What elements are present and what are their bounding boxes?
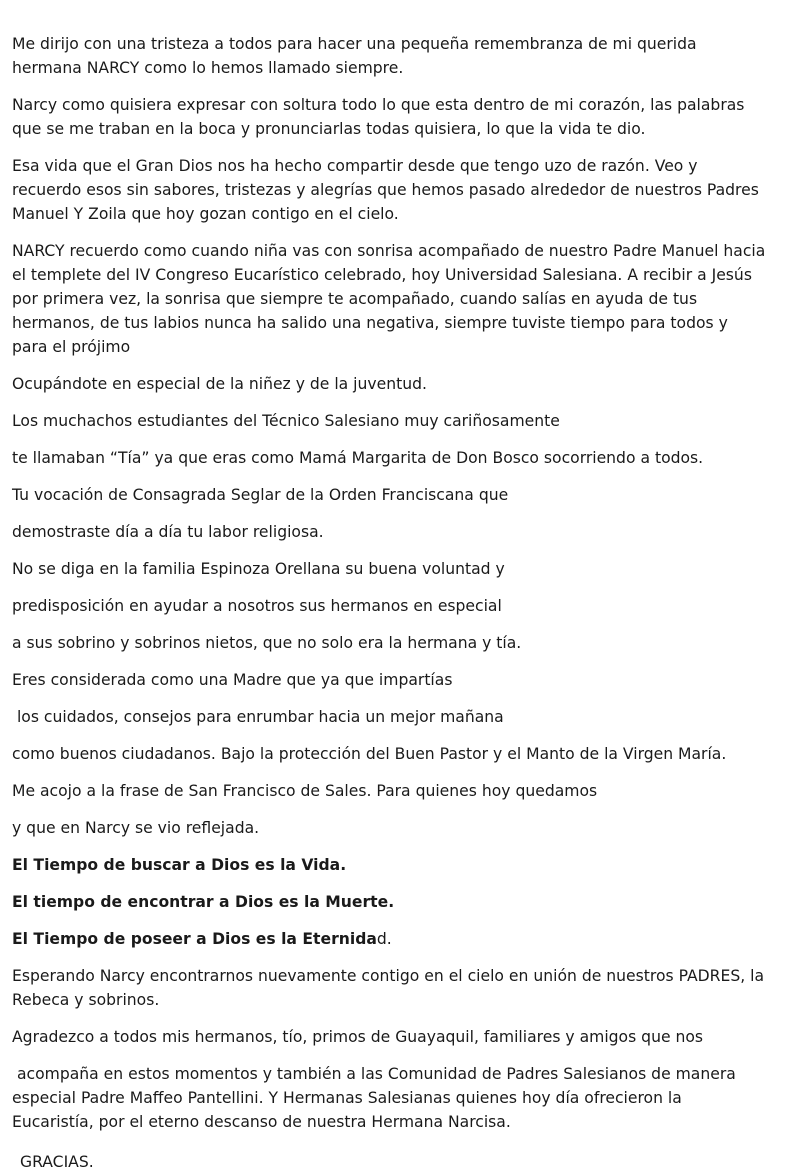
quote-line-life: El Tiempo de buscar a Dios es la Vida.	[12, 856, 347, 874]
paragraph-mother: Eres considerada como una Madre que ya que impartías	[12, 671, 453, 689]
quote-line-eternity-bold: El Tiempo de poseer a Dios es la Eternida	[12, 930, 377, 948]
paragraph-vocation: Tu vocación de Consagrada Seglar de la Orden Franciscana que	[12, 486, 509, 504]
paragraph-predisposition: predisposición en ayudar a nosotros sus hermanos en especial	[12, 597, 502, 615]
quote-line-death: El tiempo de encontrar a Dios es la Muerte.	[12, 893, 395, 911]
paragraph-students: Los muchachos estudiantes del Técnico Salesiano muy cariñosamente	[12, 412, 560, 430]
signoff: GRACIAS.	[20, 1153, 94, 1171]
paragraph-memories: Esa vida que el Gran Dios nos ha hecho compartir desde que tengo uzo de razón. Veo y recuerdo esos sin sabores, tristezas y alegrías que hemos pasado alrededor de nuestros Padres Manuel Y Zoila que hoy gozan contigo en el cielo.	[12, 157, 759, 223]
paragraph-care: los cuidados, consejos para enrumbar hacia un mejor mañana	[12, 708, 504, 726]
paragraph-expression: Narcy como quisiera expresar con soltura todo lo que esta dentro de mi corazón, las palabras que se me traban en la boca y pronunciarlas todas quisiera, lo que la vida te dio.	[12, 96, 745, 138]
quote-line-eternity-tail: d.	[376, 930, 392, 948]
paragraph-childhood: NARCY recuerdo como cuando niña vas con sonrisa acompañado de nuestro Padre Manuel hacia el templete del IV Congreso Eucarístico celebrado, hoy Universidad Salesiana. A recibir a Jesús por primera vez, la sonrisa que siempre te acompañado, cuando salías en ayuda de tus hermanos, de tus labios nunca ha salido una negativa, siempre tuviste tiempo para todos y para el prójimo	[12, 242, 766, 356]
paragraph-reflected: y que en Narcy se vio reflejada.	[12, 819, 260, 837]
paragraph-francisco: Me acojo a la frase de San Francisco de Sales. Para quienes hoy quedamos	[12, 782, 598, 800]
paragraph-thanks: Agradezco a todos mis hermanos, tío, primos de Guayaquil, familiares y amigos que nos	[12, 1028, 704, 1046]
paragraph-youth: Ocupándote en especial de la niñez y de la juventud.	[12, 375, 427, 393]
paragraph-religious: demostraste día a día tu labor religiosa.	[12, 523, 324, 541]
paragraph-nephews: a sus sobrino y sobrinos nietos, que no solo era la hermana y tía.	[12, 634, 522, 652]
paragraph-citizens: como buenos ciudadanos. Bajo la protección del Buen Pastor y el Manto de la Virgen María.	[12, 745, 727, 763]
paragraph-family: No se diga en la familia Espinoza Orellana su buena voluntad y	[12, 560, 505, 578]
paragraph-intro: Me dirijo con una tristeza a todos para hacer una pequeña remembranza de mi querida hermana NARCY como lo hemos llamado siempre.	[12, 35, 697, 77]
paragraph-tia: te llamaban “Tía” ya que eras como Mamá Margarita de Don Bosco socorriendo a todos.	[12, 449, 704, 467]
quote-line-eternity	[12, 927, 767, 951]
paragraph-community: acompaña en estos momentos y también a las Comunidad de Padres Salesianos de manera especial Padre Maffeo Pantellini. Y Hermanas Salesianas quienes hoy día ofrecieron la Eucaristía, por el eterno descanso de nuestra Hermana Narcisa.	[12, 1065, 741, 1131]
paragraph-hope: Esperando Narcy encontrarnos nuevamente contigo en el cielo en unión de nuestros PADRES, la Rebeca y sobrinos.	[12, 967, 765, 1009]
